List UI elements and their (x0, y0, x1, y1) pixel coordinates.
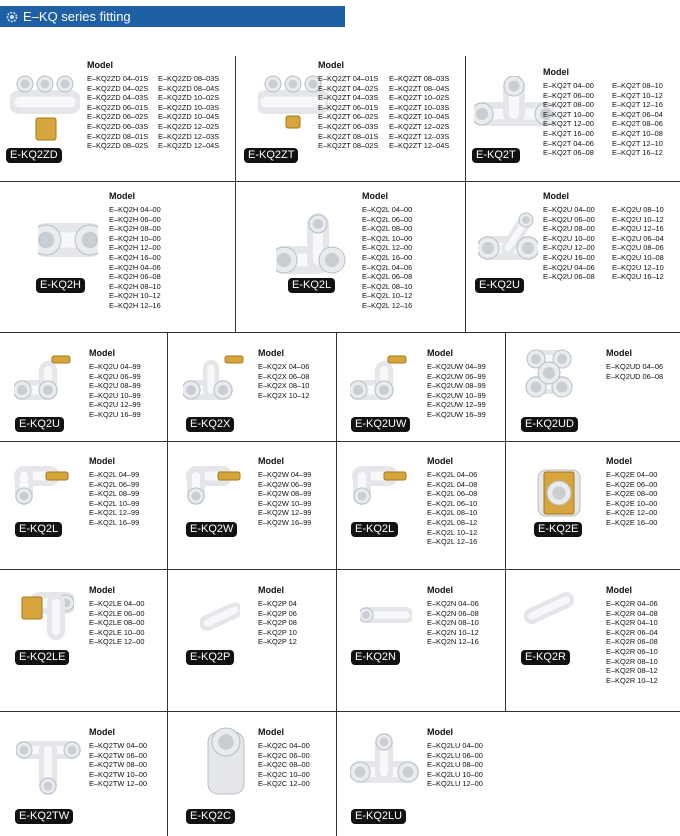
model-number: E–KQ2U 04–99 (89, 362, 141, 371)
model-number: E–KQ2L 10–12 (427, 527, 478, 537)
model-number: E–KQ2LE 08–00 (89, 618, 145, 628)
model-number: E–KQ2ZD 04–01S (87, 74, 149, 83)
model-heading: Model (543, 191, 569, 201)
model-number: E–KQ2L 06–99 (89, 479, 140, 489)
model-number: E–KQ2ZT 12–03S (389, 131, 450, 141)
product-badge: E-KQ2U (475, 278, 524, 293)
model-number: E–KQ2L 16–00 (362, 252, 413, 262)
model-number: E–KQ2L 08–99 (89, 489, 140, 499)
model-heading: Model (87, 60, 113, 70)
model-number: E–KQ2U 12–10 (612, 262, 664, 272)
model-number: E–KQ2C 06–00 (258, 750, 310, 760)
model-number: E–KQ2L 12–16 (427, 537, 478, 547)
model-number: E–KQ2U 08–06 (612, 243, 664, 253)
model-number: E–KQ2W 10–99 (258, 498, 312, 508)
model-number: E–KQ2U 04–06 (543, 262, 595, 272)
model-list (87, 74, 148, 151)
model-number: E–KQ2C 10–00 (258, 769, 310, 779)
model-number: E–KQ2L 08–10 (362, 281, 413, 291)
double-y-fitting-icon (518, 345, 583, 412)
col-divider (505, 333, 506, 711)
model-number: E–KQ2U 16–00 (543, 252, 595, 262)
model-number: E–KQ2N 06–08 (427, 608, 479, 618)
model-number: E–KQ2ZD 06–03S (87, 121, 149, 131)
cap-fitting-icon (196, 724, 256, 807)
model-number: E–KQ2ZT 08–03S (389, 74, 450, 83)
plug-fitting-icon (200, 595, 240, 645)
model-number: E–KQ2W 06–99 (258, 479, 312, 489)
model-list (258, 741, 310, 789)
model-number: E–KQ2L 10–12 (362, 291, 413, 301)
model-list (427, 362, 486, 420)
model-number: E–KQ2N 08–10 (427, 618, 479, 628)
model-number: E–KQ2T 06–00 (543, 90, 594, 100)
product-badge: E-KQ2LU (351, 809, 406, 824)
model-number: E–KQ2T 06–08 (543, 148, 594, 158)
row-divider (0, 711, 680, 712)
model-number: E–KQ2ZT 06–01S (318, 102, 379, 112)
model-number: E–KQ2R 04–10 (606, 618, 658, 628)
product-badge: E-KQ2U (15, 417, 64, 432)
model-number: E–KQ2X 06–08 (258, 371, 310, 381)
model-number: E–KQ2T 16–12 (612, 148, 663, 158)
y-fitting-icon (478, 208, 538, 275)
model-list-secondary (158, 74, 219, 151)
model-list (89, 599, 144, 647)
product-badge: E-KQ2UW (351, 417, 410, 432)
model-number: E–KQ2LE 04–00 (89, 599, 145, 608)
model-heading: Model (427, 348, 453, 358)
y-fitting-stem-icon (14, 350, 79, 410)
model-list (89, 470, 139, 528)
model-number: E–KQ2T 08–06 (612, 119, 663, 129)
model-number: E–KQ2ZT 06–02S (318, 112, 379, 122)
model-list (427, 470, 477, 547)
model-number: E–KQ2H 16–00 (109, 252, 161, 262)
manifold-fitting-icon (10, 72, 80, 152)
model-number: E–KQ2ZT 10–02S (389, 93, 450, 103)
model-number: E–KQ2R 04–06 (606, 599, 658, 608)
model-heading: Model (543, 67, 569, 77)
model-number: E–KQ2W 04–99 (258, 470, 312, 479)
model-number: E–KQ2UW 04–99 (427, 362, 486, 371)
model-number: E–KQ2UD 04–06 (606, 362, 664, 371)
model-number: E–KQ2ZD 08–03S (158, 74, 220, 83)
elbow-stem-fitting-icon (14, 460, 76, 513)
model-number: E–KQ2LU 08–00 (427, 760, 483, 770)
product-badge: E-KQ2TW (15, 809, 73, 824)
model-number: E–KQ2W 16–99 (258, 517, 312, 527)
model-number: E–KQ2L 12–16 (362, 300, 413, 310)
product-badge: E-KQ2H (36, 278, 85, 293)
model-number: E–KQ2U 08–10 (612, 205, 664, 214)
model-number: E–KQ2U 06–08 (543, 272, 595, 282)
model-number: E–KQ2E 16–00 (606, 517, 658, 527)
model-number: E–KQ2T 08–00 (543, 100, 594, 110)
union-fitting-icon (38, 212, 98, 272)
model-heading: Model (258, 348, 284, 358)
model-number: E–KQ2T 06–04 (612, 109, 663, 119)
model-list (89, 362, 141, 420)
lu-fitting-icon (350, 728, 420, 801)
model-number: E–KQ2ZT 12–04S (389, 141, 450, 151)
model-list (543, 205, 595, 282)
y-fitting-stem-icon (350, 350, 415, 410)
model-number: E–KQ2T 04–00 (543, 81, 594, 90)
model-number: E–KQ2T 04–06 (543, 138, 594, 148)
col-divider (336, 333, 337, 836)
elbow-stem-fitting-icon (186, 460, 248, 513)
model-number: E–KQ2L 04–00 (362, 205, 413, 214)
model-number: E–KQ2ZD 04–02S (87, 83, 149, 93)
elbow-brass-fitting-icon (16, 583, 74, 648)
tee-branch-fitting-icon (16, 730, 81, 805)
product-badge: E-KQ2L (288, 278, 335, 293)
model-heading: Model (109, 191, 135, 201)
model-list (606, 362, 663, 381)
model-number: E–KQ2U 12–16 (612, 224, 664, 234)
model-number: E–KQ2R 08–12 (606, 666, 658, 676)
model-number: E–KQ2U 04–00 (543, 205, 595, 214)
model-number: E–KQ2U 10–00 (543, 233, 595, 243)
tee-fitting-icon (474, 76, 554, 146)
model-number: E–KQ2U 12–00 (543, 243, 595, 253)
model-number: E–KQ2L 08–00 (362, 224, 413, 234)
model-heading: Model (427, 585, 453, 595)
model-heading: Model (606, 348, 632, 358)
model-list (543, 81, 594, 158)
row-divider (0, 332, 680, 333)
model-number: E–KQ2U 08–00 (543, 224, 595, 234)
model-list (109, 205, 161, 311)
model-list (258, 470, 311, 528)
product-badge: E-KQ2P (186, 650, 234, 665)
model-number: E–KQ2H 04–00 (109, 205, 161, 214)
col-divider (167, 333, 168, 836)
product-badge: E-KQ2L (15, 522, 62, 537)
model-number: E–KQ2H 12–00 (109, 243, 161, 253)
model-number: E–KQ2R 06–10 (606, 646, 658, 656)
model-list (362, 205, 412, 311)
model-number: E–KQ2L 06–08 (362, 272, 413, 282)
model-number: E–KQ2T 12–00 (543, 119, 594, 129)
model-number: E–KQ2ZD 08–01S (87, 131, 149, 141)
model-number: E–KQ2P 10 (258, 627, 297, 637)
model-number: E–KQ2ZT 04–01S (318, 74, 379, 83)
model-number: E–KQ2L 16–99 (89, 517, 140, 527)
product-badge: E-KQ2L (351, 522, 398, 537)
model-number: E–KQ2R 06–04 (606, 627, 658, 637)
model-number: E–KQ2H 08–00 (109, 224, 161, 234)
model-number: E–KQ2H 04–06 (109, 262, 161, 272)
model-number: E–KQ2R 10–12 (606, 675, 658, 685)
model-number: E–KQ2L 04–99 (89, 470, 140, 479)
model-number: E–KQ2T 08–10 (612, 81, 663, 90)
model-heading: Model (427, 456, 453, 466)
product-badge: E-KQ2X (186, 417, 234, 432)
model-number: E–KQ2W 12–99 (258, 508, 312, 518)
model-number: E–KQ2LU 10–00 (427, 769, 483, 779)
product-badge: E-KQ2E (534, 522, 582, 537)
model-number: E–KQ2T 12–10 (612, 138, 663, 148)
model-number: E–KQ2ZD 04–03S (87, 93, 149, 103)
model-number: E–KQ2UW 10–99 (427, 390, 486, 400)
model-list-secondary (612, 205, 664, 282)
model-number: E–KQ2ZT 04–03S (318, 93, 379, 103)
model-number: E–KQ2UW 08–99 (427, 381, 486, 391)
model-number: E–KQ2ZD 08–04S (158, 83, 220, 93)
model-number: E–KQ2U 10–99 (89, 390, 141, 400)
model-number: E–KQ2TW 06–00 (89, 750, 147, 760)
product-badge: E-KQ2LE (15, 650, 69, 665)
model-number: E–KQ2X 08–10 (258, 381, 310, 391)
model-number: E–KQ2LU 12–00 (427, 779, 483, 789)
model-number: E–KQ2L 08–10 (427, 508, 478, 518)
model-heading: Model (258, 727, 284, 737)
model-number: E–KQ2R 08–10 (606, 656, 658, 666)
row-divider (0, 181, 680, 182)
reducer-fitting-icon (360, 600, 412, 635)
model-heading: Model (89, 727, 115, 737)
model-heading: Model (89, 456, 115, 466)
model-number: E–KQ2U 06–00 (543, 214, 595, 224)
model-number: E–KQ2C 08–00 (258, 760, 310, 770)
row-divider (0, 441, 680, 442)
model-number: E–KQ2X 04–06 (258, 362, 310, 371)
model-number: E–KQ2ZD 12–04S (158, 141, 220, 151)
model-number: E–KQ2R 04–08 (606, 608, 658, 618)
model-number: E–KQ2LU 06–00 (427, 750, 483, 760)
model-number: E–KQ2ZD 10–04S (158, 112, 220, 122)
model-number: E–KQ2ZT 10–04S (389, 112, 450, 122)
model-heading: Model (427, 727, 453, 737)
model-number: E–KQ2R 06–08 (606, 637, 658, 647)
model-number: E–KQ2L 10–00 (362, 233, 413, 243)
product-badge: E-KQ2UD (521, 417, 578, 432)
model-number: E–KQ2T 10–08 (612, 128, 663, 138)
model-number: E–KQ2TW 10–00 (89, 769, 147, 779)
model-number: E–KQ2L 12–00 (362, 243, 413, 253)
product-badge: E-KQ2N (351, 650, 400, 665)
model-number: E–KQ2ZD 12–02S (158, 121, 220, 131)
model-list (606, 470, 657, 528)
model-number: E–KQ2L 04–06 (427, 470, 478, 479)
model-list (318, 74, 378, 151)
model-number: E–KQ2P 12 (258, 637, 297, 647)
model-heading: Model (89, 585, 115, 595)
plug-long-fitting-icon (524, 588, 574, 633)
model-number: E–KQ2H 06–08 (109, 272, 161, 282)
model-number: E–KQ2H 06–00 (109, 214, 161, 224)
elbow-fitting-icon (276, 212, 351, 287)
model-number: E–KQ2ZD 06–01S (87, 102, 149, 112)
model-number: E–KQ2UW 16–99 (427, 409, 486, 419)
model-number: E–KQ2L 10–99 (89, 498, 140, 508)
model-heading: Model (606, 585, 632, 595)
col-divider (465, 56, 466, 332)
product-badge: E-KQ2R (521, 650, 570, 665)
model-number: E–KQ2L 08–12 (427, 517, 478, 527)
model-number: E–KQ2ZD 06–02S (87, 112, 149, 122)
model-heading: Model (606, 456, 632, 466)
model-number: E–KQ2UW 12–99 (427, 400, 486, 410)
model-list (258, 599, 297, 647)
model-number: E–KQ2ZT 08–01S (318, 131, 379, 141)
model-number: E–KQ2U 16–12 (612, 272, 664, 282)
model-heading: Model (318, 60, 344, 70)
model-list-secondary (389, 74, 449, 151)
model-list (427, 599, 479, 647)
model-number: E–KQ2U 10–12 (612, 214, 664, 224)
model-number: E–KQ2H 10–12 (109, 291, 161, 301)
model-number: E–KQ2ZD 08–02S (87, 141, 149, 151)
model-number: E–KQ2L 06–00 (362, 214, 413, 224)
model-list (258, 362, 309, 400)
model-number: E–KQ2TW 08–00 (89, 760, 147, 770)
elbow-stem-fitting-icon (352, 460, 414, 513)
model-number: E–KQ2H 08–10 (109, 281, 161, 291)
model-number: E–KQ2ZT 10–03S (389, 102, 450, 112)
model-number: E–KQ2ZT 04–02S (318, 83, 379, 93)
model-number: E–KQ2P 06 (258, 608, 297, 618)
product-badge: E-KQ2C (186, 809, 235, 824)
model-number: E–KQ2N 12–16 (427, 637, 479, 647)
model-number: E–KQ2X 10–12 (258, 390, 310, 400)
col-divider (235, 56, 236, 182)
model-number: E–KQ2E 06–00 (606, 479, 658, 489)
col-divider (235, 182, 236, 332)
section-title: E–KQ series fitting (23, 9, 131, 24)
model-number: E–KQ2L 12–99 (89, 508, 140, 518)
model-number: E–KQ2ZD 10–03S (158, 102, 220, 112)
model-number: E–KQ2N 10–12 (427, 627, 479, 637)
model-heading: Model (89, 348, 115, 358)
model-number: E–KQ2TW 04–00 (89, 741, 147, 750)
model-list-secondary (612, 81, 663, 158)
model-number: E–KQ2L 04–06 (362, 262, 413, 272)
model-number: E–KQ2U 08–99 (89, 381, 141, 391)
model-list (427, 741, 483, 789)
model-heading: Model (258, 585, 284, 595)
model-number: E–KQ2P 04 (258, 599, 297, 608)
model-number: E–KQ2ZD 12–03S (158, 131, 220, 141)
model-number: E–KQ2T 16–00 (543, 128, 594, 138)
model-number: E–KQ2L 04–08 (427, 479, 478, 489)
cross-fitting-stem-icon (183, 350, 248, 410)
model-number: E–KQ2ZT 08–04S (389, 83, 450, 93)
product-badge: E-KQ2T (472, 148, 520, 163)
model-number: E–KQ2ZT 06–03S (318, 121, 379, 131)
model-number: E–KQ2T 10–00 (543, 109, 594, 119)
model-number: E–KQ2LE 06–00 (89, 608, 145, 618)
model-number: E–KQ2U 16–99 (89, 409, 141, 419)
model-number: E–KQ2U 06–04 (612, 233, 664, 243)
model-number: E–KQ2C 12–00 (258, 779, 310, 789)
model-number: E–KQ2E 10–00 (606, 498, 658, 508)
model-number: E–KQ2W 08–99 (258, 489, 312, 499)
bulkhead-fitting-icon (528, 462, 590, 529)
model-number: E–KQ2L 06–10 (427, 498, 478, 508)
model-number: E–KQ2LE 12–00 (89, 637, 145, 647)
model-number: E–KQ2U 06–99 (89, 371, 141, 381)
product-badge: E-KQ2ZT (244, 148, 298, 163)
model-heading: Model (258, 456, 284, 466)
model-number: E–KQ2E 04–00 (606, 470, 658, 479)
model-number: E–KQ2T 10–12 (612, 90, 663, 100)
model-list (89, 741, 147, 789)
model-number: E–KQ2U 12–99 (89, 400, 141, 410)
model-number: E–KQ2E 08–00 (606, 489, 658, 499)
model-number: E–KQ2E 12–00 (606, 508, 658, 518)
model-number: E–KQ2LE 10–00 (89, 627, 145, 637)
model-number: E–KQ2UD 06–08 (606, 371, 664, 381)
model-list (606, 599, 658, 685)
product-badge: E-KQ2W (186, 522, 237, 537)
model-number: E–KQ2C 04–00 (258, 741, 310, 750)
model-number: E–KQ2L 06–08 (427, 489, 478, 499)
model-number: E–KQ2N 04–06 (427, 599, 479, 608)
model-number: E–KQ2P 08 (258, 618, 297, 628)
model-heading: Model (362, 191, 388, 201)
model-number: E–KQ2UW 06–99 (427, 371, 486, 381)
model-number: E–KQ2ZD 10–02S (158, 93, 220, 103)
model-number: E–KQ2ZT 08–02S (318, 141, 379, 151)
model-number: E–KQ2H 10–00 (109, 233, 161, 243)
row-divider (0, 569, 680, 570)
model-number: E–KQ2T 12–16 (612, 100, 663, 110)
product-badge: E-KQ2ZD (6, 148, 62, 163)
model-number: E–KQ2TW 12–00 (89, 779, 147, 789)
model-number: E–KQ2U 10–08 (612, 252, 664, 262)
model-number: E–KQ2ZT 12–02S (389, 121, 450, 131)
model-number: E–KQ2LU 04–00 (427, 741, 483, 750)
model-number: E–KQ2H 12–16 (109, 300, 161, 310)
